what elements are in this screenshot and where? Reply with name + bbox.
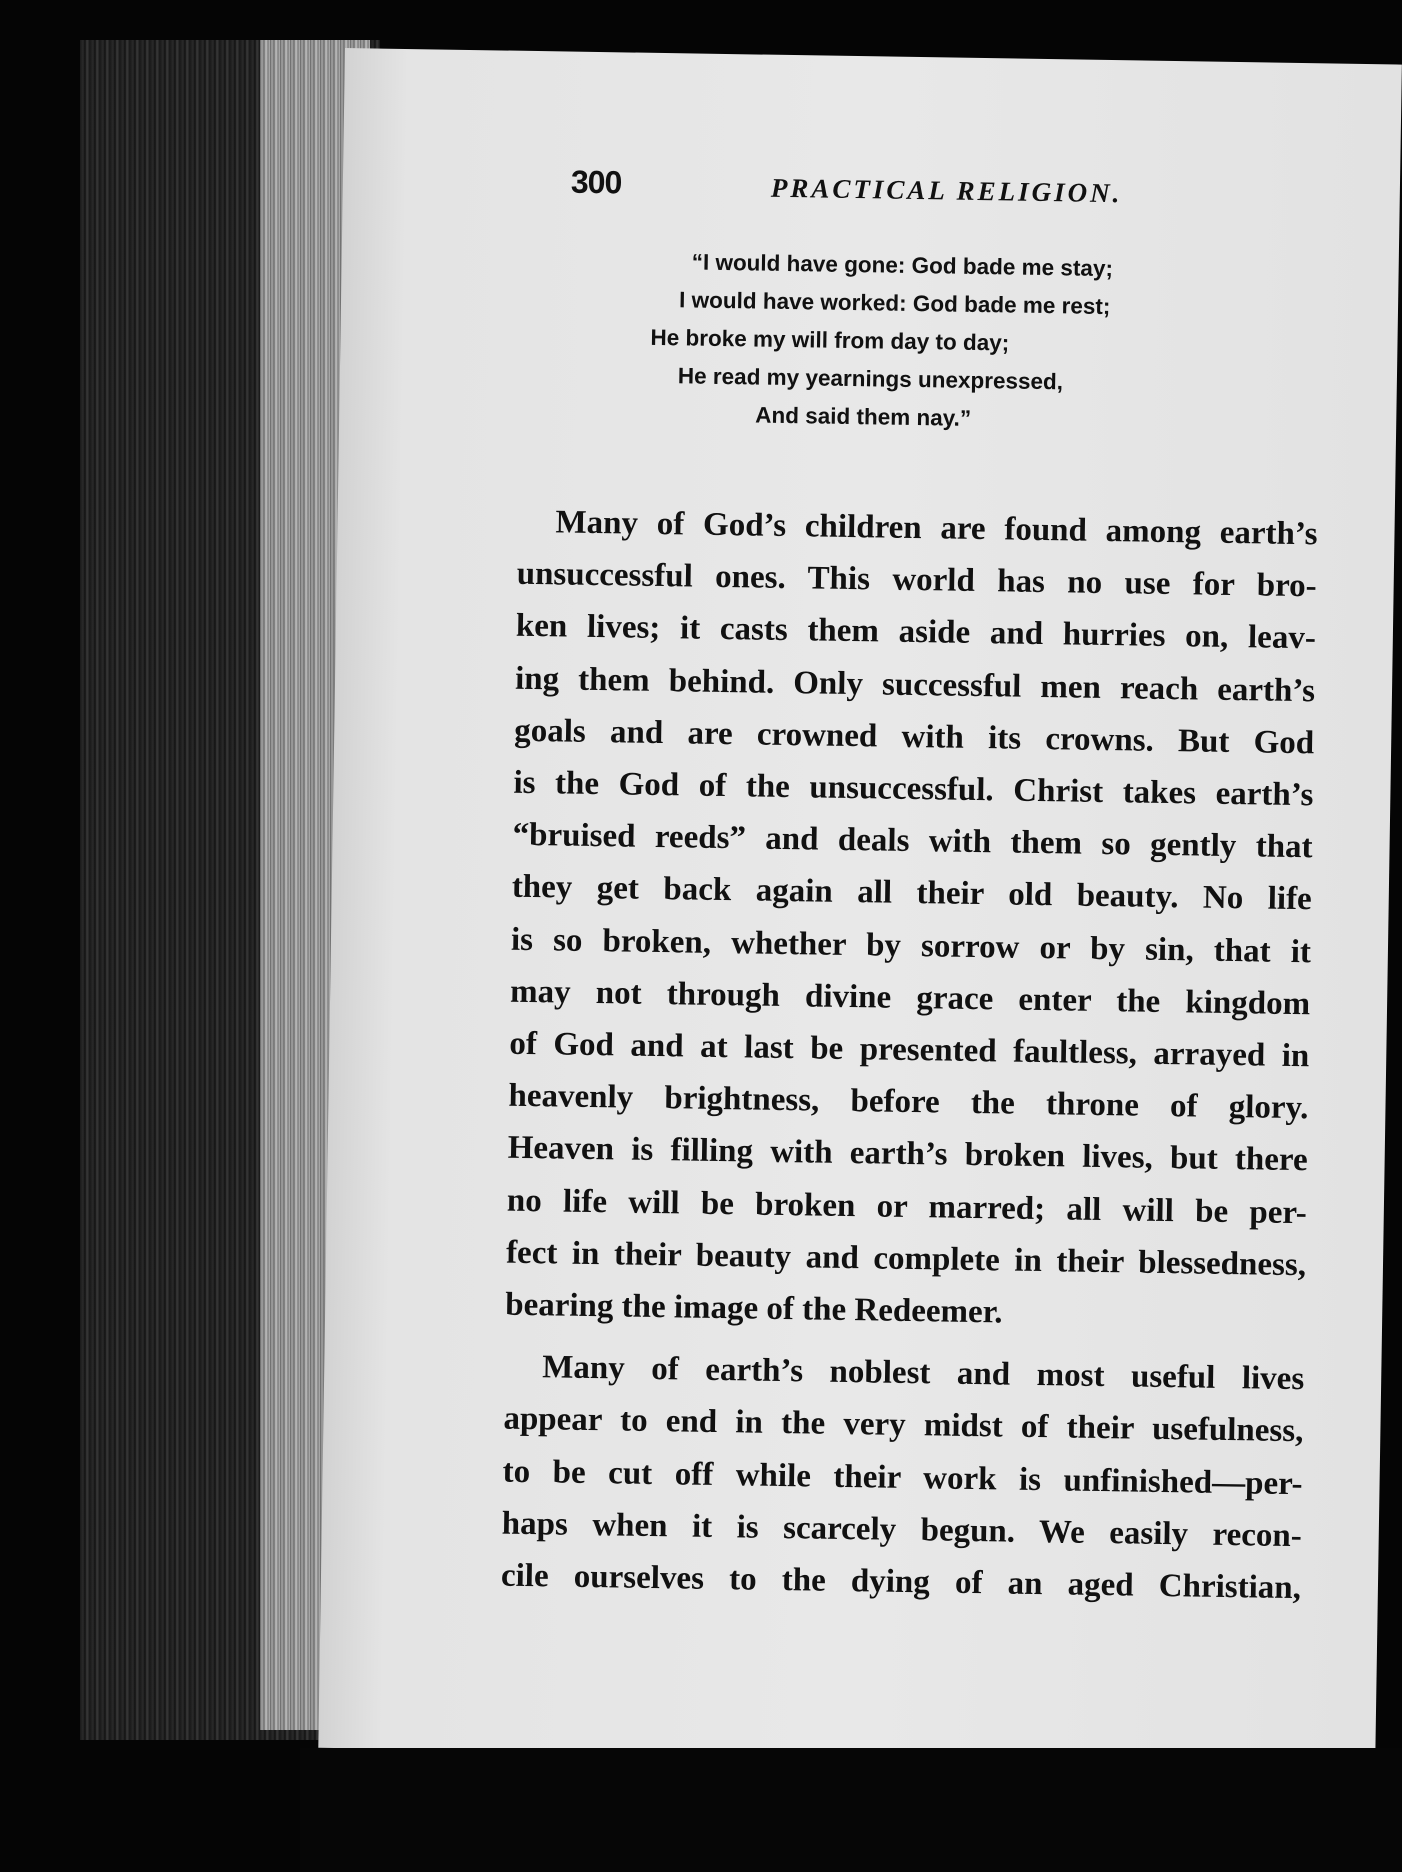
text-line: heavenly brightness, before the throne of glory. [508,1077,1309,1127]
text-line: appear to end in the very midst of their usefulness, [503,1401,1304,1450]
text-line: ing them behind. Only successful men reach earth’s [514,660,1316,709]
text-line: may not through divine grace enter the kingdom [509,973,1311,1023]
text-line: “bruised reeds” and deals with them so gently that [512,816,1313,866]
page-header [570,164,1331,226]
scan-bottom-shadow [300,1748,1402,1872]
text-line: cile ourselves to the dying of an aged Christian, [500,1557,1302,1607]
text-line: ken lives; it casts them aside and hurries on, leav- [515,608,1317,657]
poem-line: I would have worked: God bade me rest; [678,287,1111,320]
text-line: of God and at last be presented faultless, arrayed in [509,1025,1310,1075]
paragraph [501,1341,1305,1615]
page-number: 300 [570,163,622,201]
running-head: PRACTICAL RELIGION. [770,172,1123,209]
text-line: Many of God’s children are found among earth’s [555,504,1318,553]
text-line: no life will be broken or marred; all will be per- [506,1182,1308,1231]
text-line: is the God of the unsuccessful. Christ takes earth’s [513,764,1314,814]
text-line: Heaven is filling with earth’s broken lives, but there [507,1130,1308,1179]
text-line: Many of earth’s noblest and most useful lives [542,1349,1305,1398]
poem-quote [649,243,1212,442]
poem-line: “I would have gone: God bade me stay; [691,249,1114,282]
text-line: unsuccessful ones. This world has no use for bro- [516,555,1317,605]
text-line: haps when it is scarcely begun. We easily recon- [501,1505,1303,1555]
poem-line: And said them nay.” [755,402,972,431]
book-page [318,48,1402,1764]
text-line: is so broken, whether by sorrow or by sin, that it [510,921,1312,970]
paragraph [505,496,1318,1344]
poem-line: He broke my will from day to day; [650,324,1010,356]
text-line: fect in their beauty and complete in their blessedness, [505,1234,1307,1284]
text-line: bearing the image of the Redeemer. [504,1286,1003,1331]
text-line: they get back again all their old beauty. No life [511,869,1313,918]
poem-line: He read my yearnings unexpressed, [677,363,1064,395]
body-text [501,496,1318,1615]
text-line: goals and are crowned with its crowns. But God [514,712,1315,762]
text-line: to be cut off while their work is unfinished—per- [502,1453,1303,1502]
